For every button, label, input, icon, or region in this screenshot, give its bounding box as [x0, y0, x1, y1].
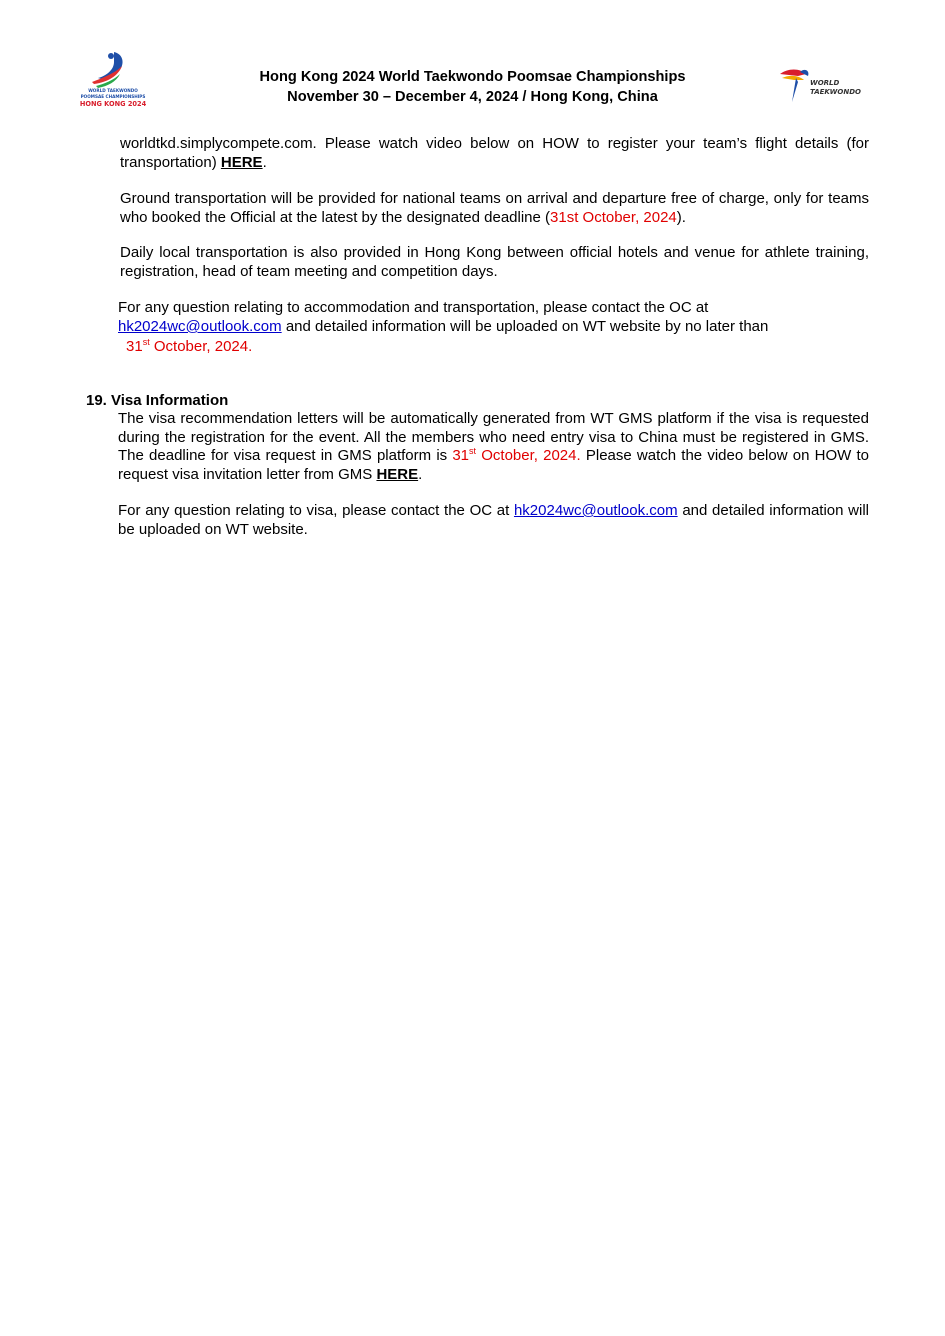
page-title-line-1: Hong Kong 2024 World Taekwondo Poomsae Championships — [259, 69, 686, 85]
logo-right-text-1: WORLD — [810, 79, 840, 87]
visa-date-rest: October, 2024. — [476, 447, 581, 464]
transport-paragraph-4-line-3 — [126, 338, 426, 357]
logo-right-text-2: TAEKWONDO — [810, 88, 861, 96]
transport-p4-text: For any question relating to accommodation and transportation, please contact the OC at — [118, 299, 709, 316]
logo-left-text-1: WORLD TAEKWONDO — [88, 88, 138, 93]
logo-left-text-2: POOMSAE CHAMPIONSHIPS — [80, 94, 146, 99]
transport-paragraph-2 — [120, 190, 869, 227]
visa-p2-text: For any question relating to visa, please contact the OC at — [118, 502, 514, 519]
visa-letter-video-link[interactable]: HERE — [376, 465, 419, 483]
transport-p4-deadline — [126, 338, 252, 355]
visa-p2-text-b: and detailed information will be uploaded on WT website. — [118, 502, 869, 538]
transport-p2-text: Ground transportation will be provided for national teams on arrival and departure free of charge, only for teams who booked the Official at the latest by the designated deadline ( — [120, 190, 869, 226]
visa-paragraph-1 — [118, 410, 869, 484]
transport-p4-date-rest: October, 2024. — [149, 338, 253, 355]
transport-p1-end: . — [262, 153, 267, 171]
visa-paragraph-2 — [118, 502, 869, 539]
visa-deadline-date — [452, 447, 580, 464]
transport-deadline-date: 31st October, 2024 — [550, 208, 677, 226]
transport-p2-end: ). — [676, 208, 686, 226]
visa-date-num: 31 — [452, 447, 470, 464]
logo-left-text-3: HONG KONG 2024 — [79, 100, 147, 108]
transport-p4-date-num: 31 — [126, 338, 143, 355]
transport-paragraph-4 — [118, 299, 855, 318]
page-title-line-2: November 30 – December 4, 2024 / Hong Kong, China — [287, 89, 658, 105]
visa-date-sup: st — [469, 446, 477, 456]
transport-p1-text: worldtkd.simplycompete.com. Please watch video below on HOW to register your team’s flight details (for transportation) — [120, 135, 869, 171]
transport-paragraph-3: Daily local transportation is also provided in Hong Kong between official hotels and venue for athlete training, registration, head of team meeting and competition days. — [120, 244, 869, 280]
transport-p4-text-b: and detailed information will be uploaded on WT website by no later than — [281, 318, 769, 335]
flight-details-video-link[interactable]: HERE — [220, 153, 263, 171]
transport-paragraph-1 — [120, 135, 869, 172]
visa-oc-email-link[interactable]: hk2024wc@outlook.com — [513, 502, 678, 519]
visa-p1-text-b: Please watch the video below on HOW to request visa invitation letter from GMS — [118, 447, 869, 483]
visa-p1-end: . — [418, 465, 423, 483]
visa-p1-text: The visa recommendation letters will be automatically generated from WT GMS platform if the visa is requested during the registration for the event. All the members who need entry visa to China must be registered in GMS. The deadline for visa request in GMS platform is — [118, 410, 869, 464]
oc-email-link[interactable]: hk2024wc@outlook.com — [118, 318, 282, 335]
transport-p4-date-sup: st — [142, 337, 150, 347]
section-heading-visa: 19. Visa Information — [86, 392, 229, 409]
transport-paragraph-4-line-2 — [118, 318, 838, 337]
